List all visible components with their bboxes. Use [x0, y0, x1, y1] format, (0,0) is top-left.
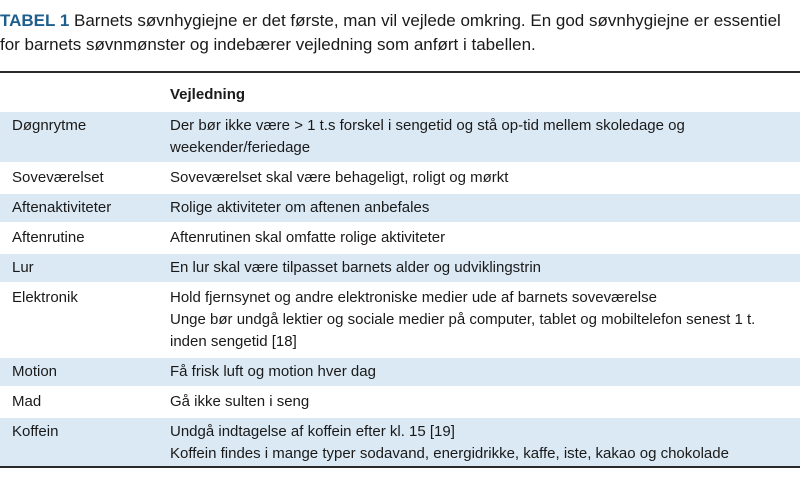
guidance-line: Rolige aktiviteter om aftenen anbefales [170, 199, 430, 216]
table-row [0, 253, 800, 283]
header-topic [0, 84, 158, 111]
row-topic: Soveværelset [0, 163, 158, 193]
row-topic: Elektronik [0, 283, 158, 357]
guidance-line: Gå ikke sulten i seng [170, 393, 310, 410]
row-guidance [158, 387, 800, 417]
guidance-line: Få frisk luft og motion hver dag [170, 363, 376, 380]
table-row [0, 163, 800, 193]
bottom-rule [0, 466, 800, 468]
top-rule [0, 71, 800, 73]
table-row [0, 283, 800, 357]
row-guidance [158, 253, 800, 283]
guidance-line: Der bør ikke være > 1 t.s forskel i sengetid og stå op-tid mellem skoledage og weekender/feriedage [170, 117, 685, 156]
guidance-line: Undgå indtagelse af koffein efter kl. 15 [19] [170, 423, 455, 440]
sleep-hygiene-table [0, 84, 800, 468]
row-topic: Motion [0, 357, 158, 387]
header-row [0, 84, 800, 111]
row-topic: Mad [0, 387, 158, 417]
row-guidance [158, 163, 800, 193]
guidance-line: En lur skal være tilpasset barnets alder og udviklingstrin [170, 259, 542, 276]
guidance-line: Soveværelset skal være behageligt, roligt og mørkt [170, 169, 509, 186]
table-caption [0, 9, 792, 57]
table-label: TABEL 1 [0, 11, 70, 30]
table-row [0, 417, 800, 468]
row-guidance [158, 223, 800, 253]
guidance-line: Koffein findes i mange typer sodavand, energidrikke, kaffe, iste, kakao og chokolade [170, 445, 729, 462]
table-row [0, 357, 800, 387]
row-topic: Aftenrutine [0, 223, 158, 253]
table-row [0, 223, 800, 253]
guidance-line: Hold fjernsynet og andre elektroniske medier ude af barnets soveværelse [170, 289, 657, 306]
header-guidance: Vejledning [170, 86, 246, 103]
table-row [0, 387, 800, 417]
row-topic: Døgnrytme [0, 111, 158, 163]
table-row [0, 111, 800, 163]
row-topic: Aftenaktiviteter [0, 193, 158, 223]
row-guidance [158, 357, 800, 387]
row-guidance [158, 283, 800, 357]
row-guidance [158, 193, 800, 223]
guidance-line: Unge bør undgå lektier og sociale medier på computer, tablet og mobiltelefon senest 1 t. inden sengetid [18] [170, 311, 756, 350]
table-row [0, 193, 800, 223]
row-guidance [158, 417, 800, 468]
guidance-line: Aftenrutinen skal omfatte rolige aktiviteter [170, 229, 446, 246]
row-guidance [158, 111, 800, 163]
caption-text: Barnets søvnhygiejne er det første, man vil vejlede omkring. En god søvnhygiejne er essentiel for barnets søvnmønster og indebærer vejledning som anført i tabellen. [0, 11, 781, 54]
row-topic: Koffein [0, 417, 158, 468]
row-topic: Lur [0, 253, 158, 283]
